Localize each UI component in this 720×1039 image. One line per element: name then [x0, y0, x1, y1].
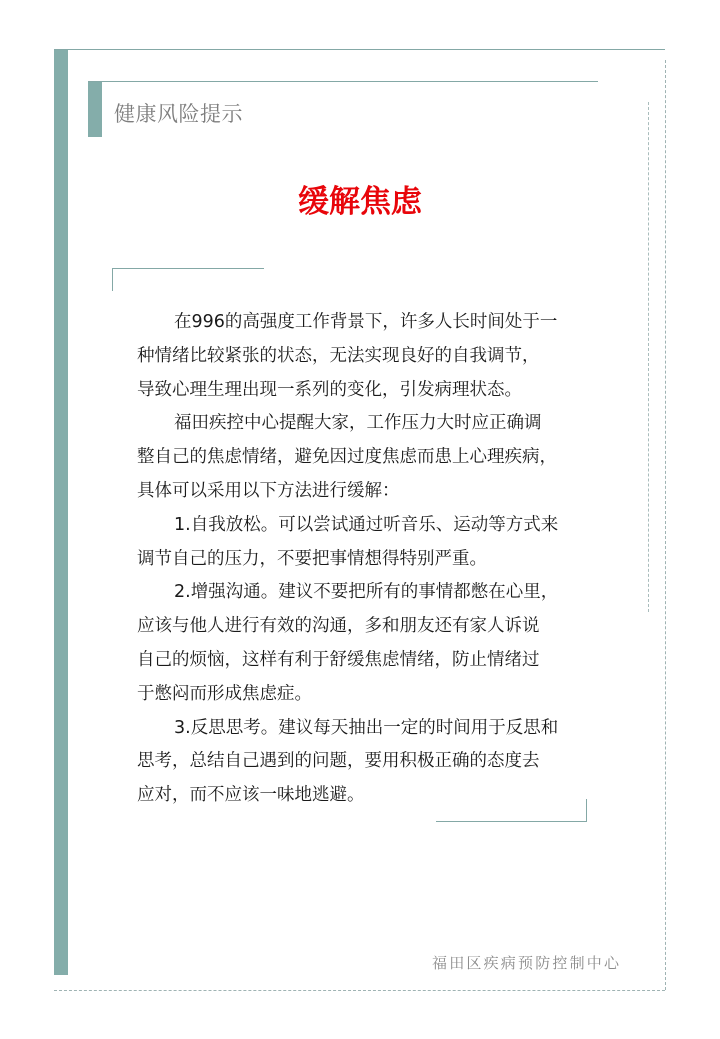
body-line: 应对，而不应该一味地逃避。: [137, 785, 365, 806]
footer-organization: 福田区疾病预防控制中心: [432, 954, 622, 972]
header-line: [88, 81, 598, 82]
body-line: 应该与他人进行有效的沟通，多和朋友还有家人诉说: [137, 616, 540, 637]
body-line: 3.反思思考。建议每天抽出一定的时间用于反思和: [174, 717, 559, 738]
bottom-dashed-border: [54, 990, 665, 991]
article-body: [137, 306, 597, 813]
body-line: 导致心理生理出现一系列的变化，引发病理状态。: [137, 379, 522, 400]
body-line: 具体可以采用以下方法进行缓解：: [137, 480, 400, 501]
body-line: 于憋闷而形成焦虑症。: [137, 683, 312, 704]
body-line: 在996的高强度工作背景下，许多人长时间处于一: [174, 312, 558, 332]
section-label: 健康风险提示: [114, 102, 243, 126]
page-title: 缓解焦虑: [298, 184, 422, 220]
body-line: 福田疾控中心提醒大家，工作压力大时应正确调: [174, 413, 542, 434]
header-accent-bar: [88, 81, 102, 137]
corner-bracket-top-left: [112, 268, 264, 291]
body-line: 整自己的焦虑情绪，避免因过度焦虑而患上心理疾病，: [137, 447, 557, 468]
body-line: 自己的烦恼，这样有利于舒缓焦虑情绪，防止情绪过: [137, 649, 540, 670]
body-line: 种情绪比较紧张的状态，无法实现良好的自我调节，: [137, 345, 540, 366]
corner-bracket-bottom-right: [436, 799, 587, 822]
body-line: 思考，总结自己遇到的问题，要用积极正确的态度去: [137, 751, 540, 772]
top-border-line: [54, 49, 665, 50]
body-line: 调节自己的压力，不要把事情想得特别严重。: [137, 548, 487, 569]
body-line: 2.增强沟通。建议不要把所有的事情都憋在心里，: [174, 582, 559, 603]
body-line: 1.自我放松。可以尝试通过听音乐、运动等方式来: [174, 514, 559, 535]
